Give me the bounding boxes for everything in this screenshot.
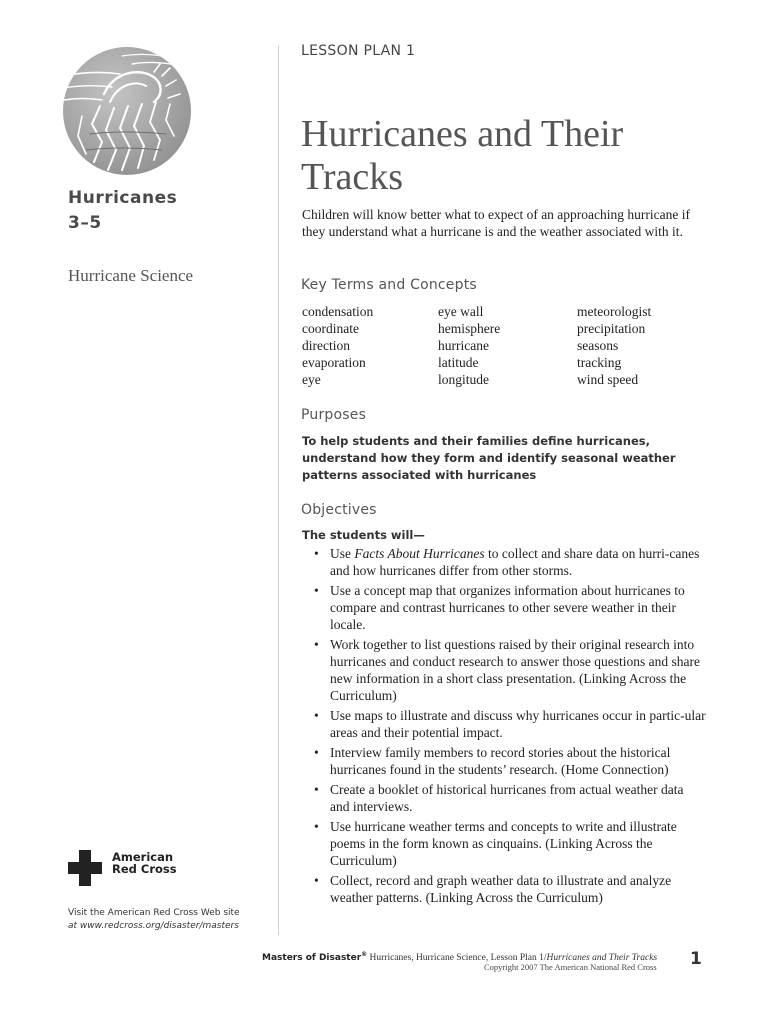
term: hurricane (438, 338, 489, 353)
page-number: 1 (690, 949, 702, 969)
sidebar-subject (68, 186, 177, 236)
term: seasons (577, 338, 619, 353)
term: direction (302, 338, 350, 353)
term: precipitation (577, 321, 646, 336)
objectives-list (314, 545, 706, 909)
objective-text: Use maps to illustrate and discuss why hurricanes occur in partic-ular areas and their potential impact. (330, 708, 706, 740)
page-title (301, 113, 721, 199)
term: tracking (577, 355, 622, 370)
objectives-lead: The students will— (302, 528, 425, 542)
column-divider (278, 45, 279, 935)
list-item (314, 744, 706, 778)
objective-text: Use (330, 546, 355, 561)
list-item (314, 781, 706, 815)
title-line-2: Tracks (301, 156, 404, 198)
term: coordinate (302, 321, 359, 336)
logo-line-1: American (112, 850, 174, 864)
term: longitude (438, 372, 489, 387)
website-note: Visit the American Red Cross Web site (68, 908, 240, 918)
red-cross-icon (68, 850, 102, 886)
list-item (314, 818, 706, 869)
footer-brand: Masters of Disaster® (262, 951, 368, 963)
objective-text: Use a concept map that organizes information about hurricanes to compare and contrast hurricanes to other severe weather in their locale. (330, 583, 685, 632)
red-cross-logo (68, 850, 198, 888)
hurricane-sketch-icon (62, 46, 192, 176)
term: meteorologist (577, 304, 652, 319)
terms-column-1 (302, 303, 373, 388)
footer-trail: Hurricanes, Hurricane Science, Lesson Plan 1/ (367, 953, 547, 963)
registered-mark: ® (361, 951, 368, 958)
grade-range: 3–5 (68, 213, 102, 233)
title-line-1: Hurricanes and Their (301, 113, 624, 155)
intro-paragraph: Children will know better what to expect of an approaching hurricane if they understand what a hurricane is and the weather associated with it. (302, 207, 690, 239)
objective-text: to collect and share data on hurri-canes and how hurricanes differ from other storms. (330, 546, 700, 578)
lesson-plan-label: LESSON PLAN 1 (301, 43, 416, 59)
term: eye wall (438, 304, 484, 319)
purposes-text: To help students and their families define hurricanes, understand how they form and identify seasonal weather patterns associated with hurricanes (302, 434, 676, 482)
website-url[interactable]: at www.redcross.org/disaster/masters (68, 921, 239, 931)
objectives-heading: Objectives (301, 502, 377, 518)
purposes-heading: Purposes (301, 407, 367, 423)
document-title: Facts About Hurricanes (354, 546, 485, 561)
list-item (314, 707, 706, 741)
objective-text: Create a booklet of historical hurricanes from actual weather data and interviews. (330, 782, 684, 814)
list-item (314, 872, 706, 906)
terms-column-3 (577, 303, 651, 388)
copyright-notice: Copyright 2007 The American National Red Cross (484, 962, 657, 972)
list-item (314, 636, 706, 704)
logo-line-2: Red Cross (112, 862, 177, 876)
list-item (314, 545, 706, 579)
footer-lesson-title: Hurricanes and Their Tracks (546, 953, 658, 963)
objective-text: Interview family members to record stories about the historical hurricanes found in the students’ research. (Home Connection) (330, 745, 671, 777)
term: condensation (302, 304, 374, 319)
subject-title: Hurricanes (68, 188, 178, 208)
key-terms-heading: Key Terms and Concepts (301, 277, 477, 293)
logo-text (112, 851, 177, 875)
unit-name: Hurricane Science (68, 266, 194, 285)
term: evaporation (302, 355, 366, 370)
term: wind speed (577, 372, 639, 387)
objective-text: Work together to list questions raised by their original research into hurricanes and conduct research to answer those questions and share new information in a short class presentation. (Linking Across the Curriculum) (330, 637, 700, 703)
terms-column-2 (438, 303, 500, 388)
objective-text: Collect, record and graph weather data to illustrate and analyze weather patterns. (Linking Across the Curriculum) (330, 873, 672, 905)
term: hemisphere (438, 321, 501, 336)
term: latitude (438, 355, 479, 370)
term: eye (302, 372, 321, 387)
objective-text: Use hurricane weather terms and concepts to write and illustrate poems in the form known as cinquains. (Linking Across the Curriculum) (330, 819, 677, 868)
list-item (314, 582, 706, 633)
